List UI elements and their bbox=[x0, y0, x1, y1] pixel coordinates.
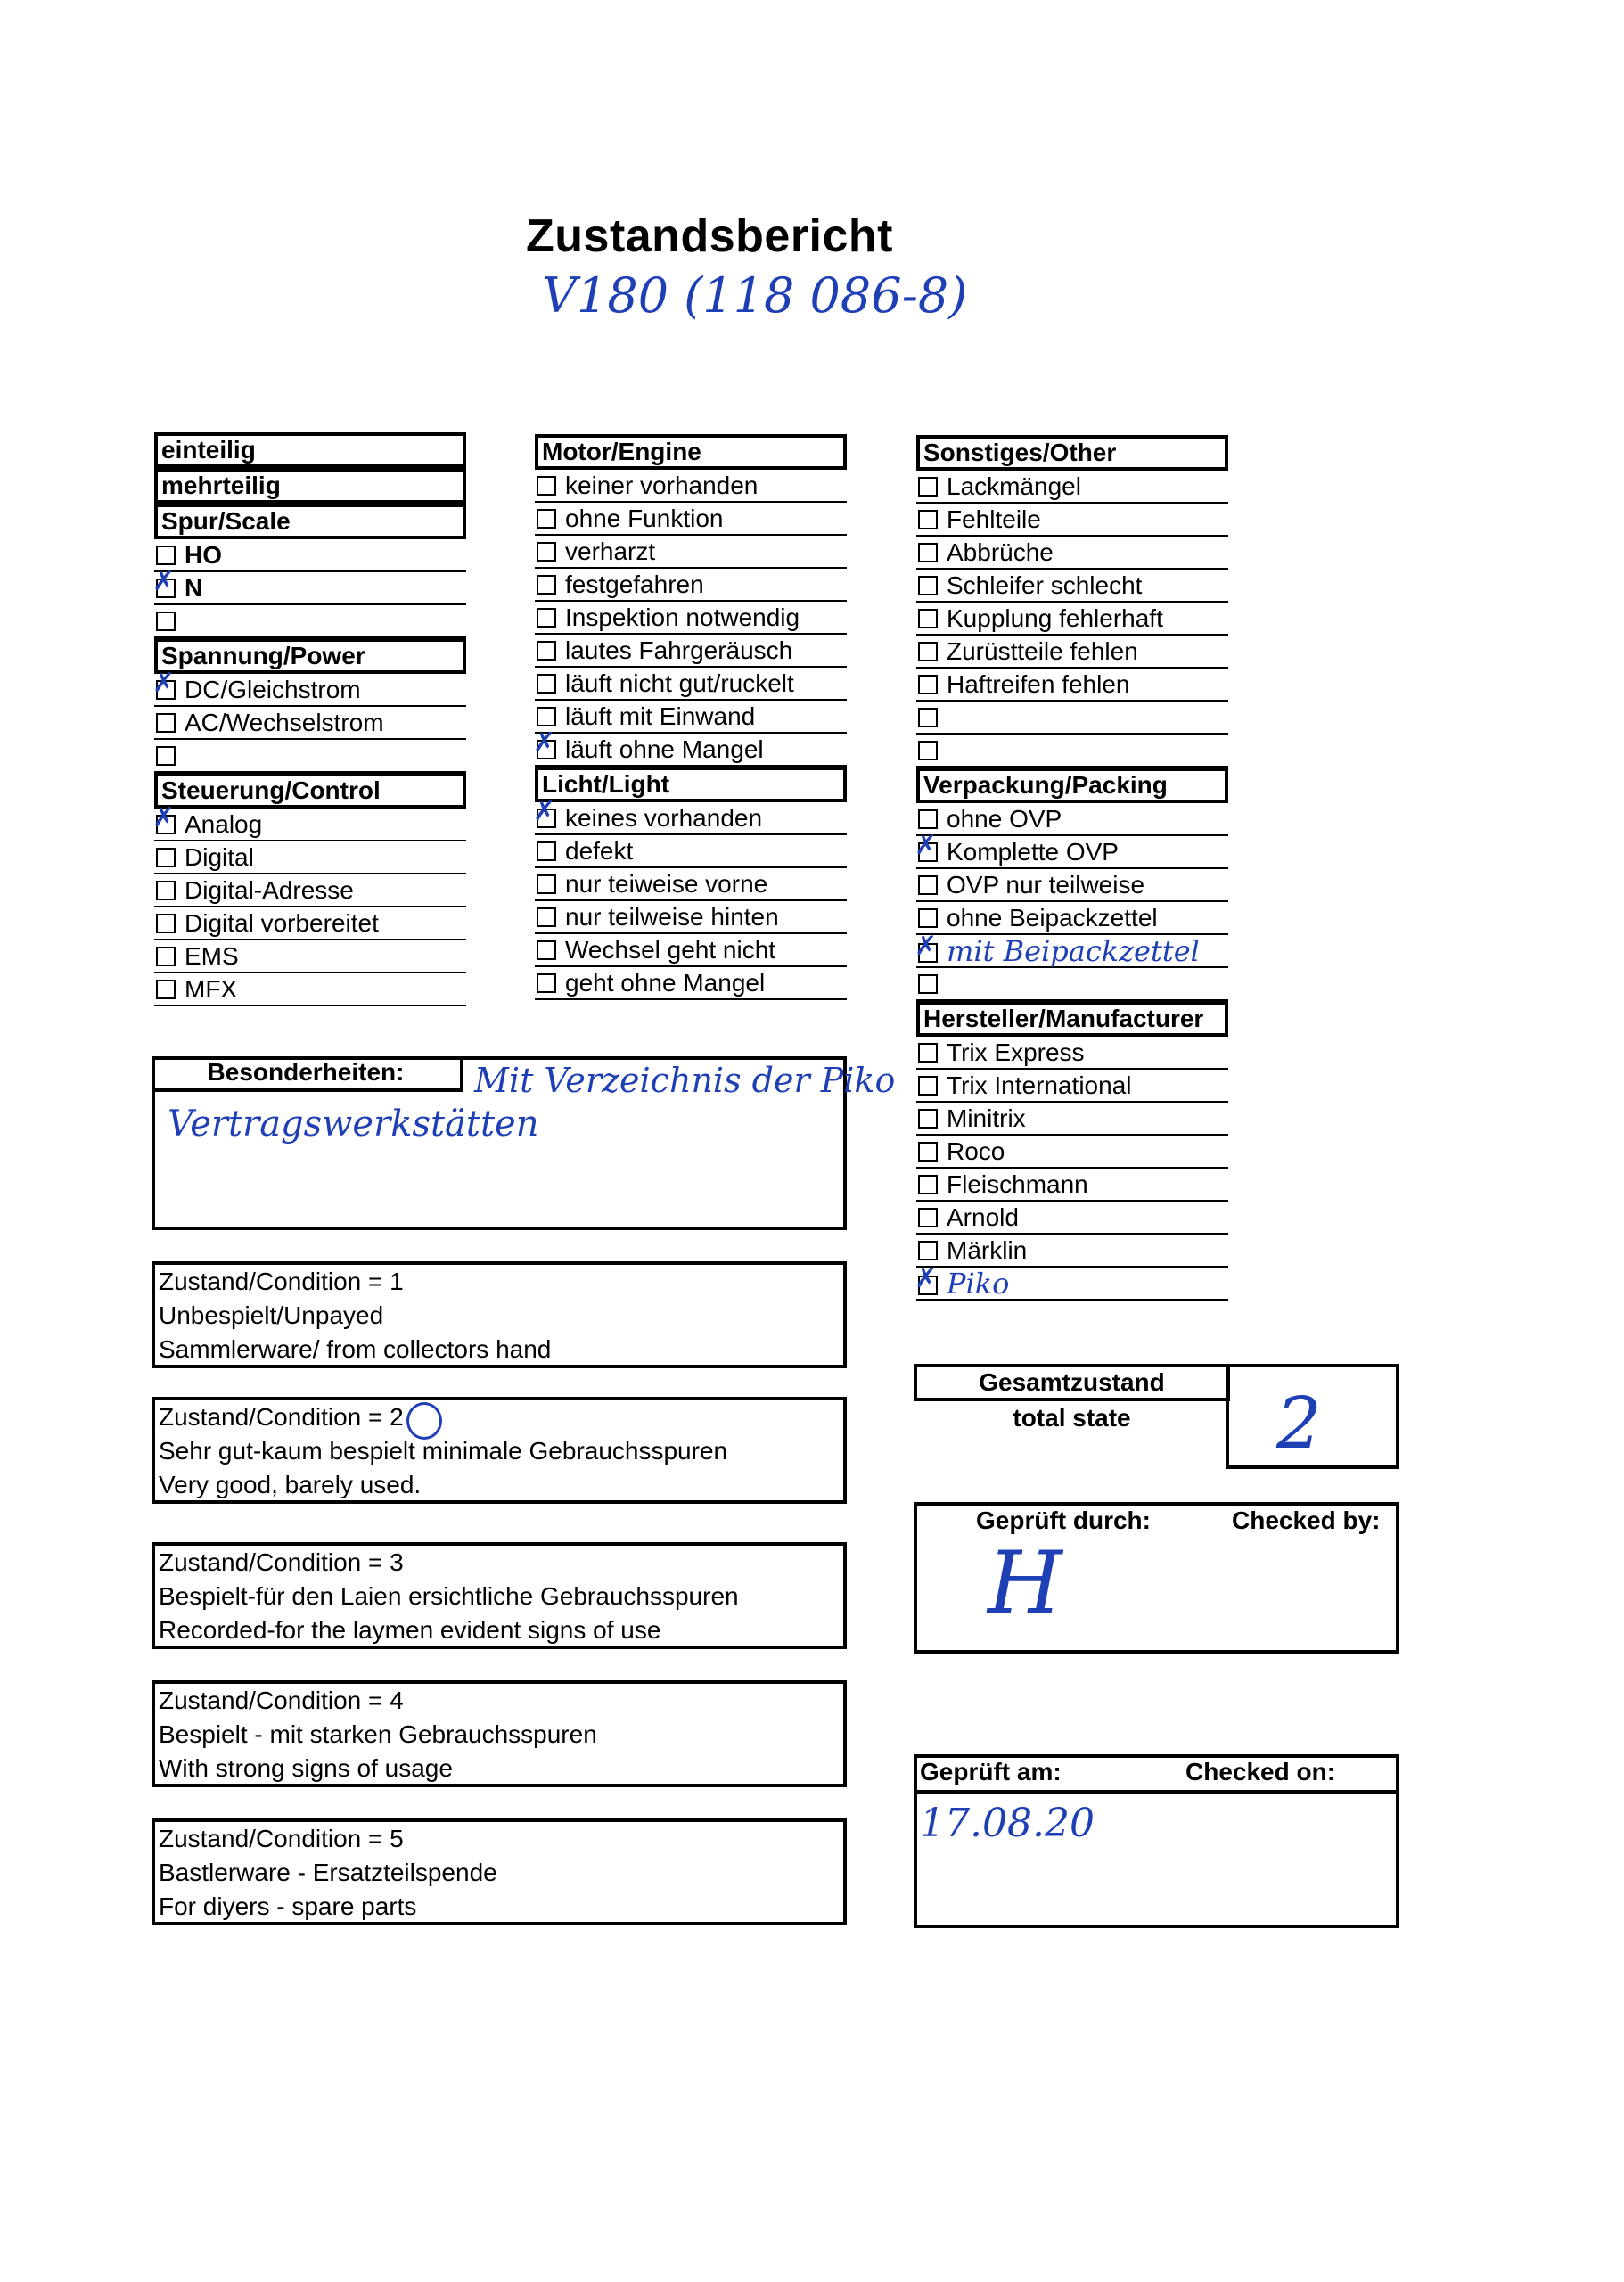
checkbox-icon[interactable] bbox=[156, 612, 176, 631]
condition-4-de: Bespielt - mit starken Gebrauchsspuren bbox=[159, 1720, 597, 1748]
checkbox-checked-icon[interactable] bbox=[156, 579, 176, 598]
checkbox-checked-icon[interactable] bbox=[918, 943, 938, 963]
col2-row bbox=[535, 802, 847, 835]
col1-row-label: AC/Wechselstrom bbox=[185, 709, 384, 736]
col2-row-label: läuft nicht gut/ruckelt bbox=[565, 669, 794, 697]
checkbox-icon[interactable] bbox=[537, 907, 556, 927]
col1-row-label: N bbox=[185, 574, 203, 602]
col3-row bbox=[916, 935, 1228, 968]
model-number-handwritten: V180 (118 086-8) bbox=[542, 267, 968, 324]
col1-row-label: Spannung/Power bbox=[161, 642, 365, 669]
condition-2-en: Very good, barely used. bbox=[159, 1471, 422, 1498]
col1-row-label: mehrteilig bbox=[161, 472, 281, 499]
checkbox-icon[interactable] bbox=[537, 575, 556, 595]
condition-3-box bbox=[152, 1542, 847, 1649]
col1-row-label: Digital vorbereitet bbox=[185, 909, 379, 937]
col1-row-label: Steuerung/Control bbox=[161, 776, 381, 804]
checked-on-label-de: Geprüft am: bbox=[920, 1758, 1062, 1785]
checked-by-label-de: Geprüft durch: bbox=[976, 1506, 1151, 1534]
col1-row-label: Spur/Scale bbox=[161, 507, 291, 535]
col3-row-label: Trix Express bbox=[947, 1038, 1085, 1066]
besonderheiten-note-2: Vertragswerkstätten bbox=[168, 1104, 539, 1145]
col1-row bbox=[154, 572, 466, 605]
condition-3-en: Recorded-for the laymen evident signs of use bbox=[159, 1616, 661, 1644]
checked-by-signature: H bbox=[988, 1533, 1062, 1633]
checkbox-icon[interactable] bbox=[918, 510, 938, 529]
col3-row bbox=[916, 902, 1228, 935]
condition-2-circle-mark bbox=[406, 1402, 442, 1440]
checkbox-icon[interactable] bbox=[537, 509, 556, 529]
col2-row bbox=[535, 701, 847, 734]
col2-row bbox=[535, 835, 847, 868]
col2-row bbox=[535, 868, 847, 901]
checkbox-icon[interactable] bbox=[918, 675, 938, 694]
col2-row-label: festgefahren bbox=[565, 570, 704, 598]
col2-row-label: defekt bbox=[565, 837, 634, 865]
col3-row bbox=[916, 471, 1228, 504]
col3-row bbox=[916, 1001, 1228, 1037]
condition-5-title: Zustand/Condition = 5 bbox=[159, 1825, 404, 1852]
col1-row bbox=[154, 605, 466, 638]
checkbox-checked-icon[interactable] bbox=[918, 842, 938, 862]
col3-row bbox=[916, 1103, 1228, 1136]
col3-row bbox=[916, 636, 1228, 669]
col1-row-label: Digital-Adresse bbox=[185, 876, 354, 904]
condition-5-en: For diyers - spare parts bbox=[159, 1892, 417, 1920]
checkbox-icon[interactable] bbox=[918, 576, 938, 595]
checkbox-icon[interactable] bbox=[918, 642, 938, 661]
checkbox-icon[interactable] bbox=[156, 947, 176, 966]
col3-row-label: Zurüstteile fehlen bbox=[947, 637, 1138, 665]
checkbox-icon[interactable] bbox=[156, 881, 176, 900]
checkbox-icon[interactable] bbox=[918, 543, 938, 562]
checkbox-icon[interactable] bbox=[537, 841, 556, 861]
checkbox-checked-icon[interactable] bbox=[156, 680, 176, 700]
checkbox-icon[interactable] bbox=[537, 674, 556, 694]
col2-row bbox=[535, 434, 847, 470]
condition-4-title: Zustand/Condition = 4 bbox=[159, 1687, 404, 1714]
col2-row bbox=[535, 734, 847, 767]
col3-row-label: Komplette OVP bbox=[947, 838, 1119, 866]
checkbox-icon[interactable] bbox=[918, 741, 938, 760]
col3-row bbox=[916, 1136, 1228, 1169]
checkbox-icon[interactable] bbox=[537, 641, 556, 661]
checkbox-icon[interactable] bbox=[918, 609, 938, 628]
condition-1-de: Unbespielt/Unpayed bbox=[159, 1301, 384, 1329]
col3-row bbox=[916, 1169, 1228, 1202]
checkbox-checked-icon[interactable] bbox=[918, 1276, 938, 1295]
col2-row bbox=[535, 503, 847, 536]
col1-row bbox=[154, 809, 466, 841]
col2-row bbox=[535, 569, 847, 602]
checked-on-label-en: Checked on: bbox=[1185, 1758, 1336, 1785]
condition-5-box bbox=[152, 1818, 847, 1925]
col3-row bbox=[916, 435, 1228, 471]
checkbox-icon[interactable] bbox=[537, 973, 556, 993]
checkbox-icon[interactable] bbox=[918, 1043, 938, 1063]
condition-5-de: Bastlerware - Ersatzteilspende bbox=[159, 1859, 497, 1886]
col2-row bbox=[535, 934, 847, 967]
checkbox-icon[interactable] bbox=[156, 546, 176, 565]
checkbox-icon[interactable] bbox=[537, 476, 556, 496]
col3-row bbox=[916, 1268, 1228, 1301]
col3-row bbox=[916, 1202, 1228, 1235]
col1-row bbox=[154, 841, 466, 874]
checkbox-icon[interactable] bbox=[918, 875, 938, 895]
col1-row bbox=[154, 539, 466, 572]
checkbox-icon[interactable] bbox=[918, 1076, 938, 1096]
checkbox-icon[interactable] bbox=[918, 908, 938, 928]
col3-row-label: Kupplung fehlerhaft bbox=[947, 604, 1163, 632]
col3-row-label: Hersteller/Manufacturer bbox=[923, 1005, 1204, 1032]
condition-3-de: Bespielt-für den Laien ersichtliche Gebrauchsspuren bbox=[159, 1582, 739, 1610]
checkbox-icon[interactable] bbox=[156, 980, 176, 999]
condition-1-en: Sammlerware/ from collectors hand bbox=[159, 1335, 552, 1363]
gesamt-value: 2 bbox=[1276, 1382, 1322, 1465]
col2-row bbox=[535, 767, 847, 802]
checkbox-icon[interactable] bbox=[918, 1109, 938, 1129]
checkbox-icon[interactable] bbox=[537, 542, 556, 562]
col2-row-label: läuft ohne Mangel bbox=[565, 735, 764, 763]
col1-row-label: HO bbox=[185, 541, 222, 569]
condition-4-box bbox=[152, 1680, 847, 1787]
col3-row-label: Trix International bbox=[947, 1071, 1132, 1099]
checkbox-icon[interactable] bbox=[537, 608, 556, 628]
col3-row-label: OVP nur teilweise bbox=[947, 871, 1145, 899]
col3-row bbox=[916, 1235, 1228, 1268]
col1-row bbox=[154, 638, 466, 674]
checkbox-icon[interactable] bbox=[918, 708, 938, 727]
col3-row bbox=[916, 603, 1228, 636]
col3-row-label: Roco bbox=[947, 1137, 1005, 1165]
besonderheiten-note-1: Mit Verzeichnis der Piko bbox=[474, 1061, 896, 1100]
besonderheiten-label: Besonderheiten: bbox=[152, 1056, 463, 1092]
col1-row bbox=[154, 674, 466, 707]
column-other-packing-manufacturer bbox=[916, 435, 1228, 1301]
col3-row bbox=[916, 669, 1228, 702]
col1-row-label: MFX bbox=[185, 975, 238, 1003]
checkbox-icon[interactable] bbox=[918, 1208, 938, 1227]
checkbox-icon[interactable] bbox=[537, 874, 556, 894]
gesamt-label-box: Gesamtzustand bbox=[914, 1364, 1230, 1401]
col3-row-label: Piko bbox=[947, 1267, 1010, 1301]
col1-row bbox=[154, 940, 466, 973]
col3-row-label: Fehlteile bbox=[947, 505, 1041, 533]
col1-row-label: DC/Gleichstrom bbox=[185, 676, 361, 703]
col1-row bbox=[154, 707, 466, 740]
condition-1-box bbox=[152, 1261, 847, 1368]
checkbox-checked-icon[interactable] bbox=[537, 740, 556, 759]
col3-row bbox=[916, 968, 1228, 1001]
checkbox-icon[interactable] bbox=[918, 809, 938, 829]
checkbox-icon[interactable] bbox=[156, 746, 176, 766]
col3-row bbox=[916, 803, 1228, 836]
col1-row bbox=[154, 432, 466, 468]
col3-row bbox=[916, 570, 1228, 603]
col3-row bbox=[916, 1070, 1228, 1103]
col3-row-label: Minitrix bbox=[947, 1104, 1026, 1132]
checked-by-label-en: Checked by: bbox=[1232, 1506, 1381, 1534]
col1-row bbox=[154, 907, 466, 940]
col3-row bbox=[916, 1037, 1228, 1070]
col3-row-label: Märklin bbox=[947, 1236, 1028, 1264]
col3-row-label: Schleifer schlecht bbox=[947, 571, 1143, 599]
col2-row-label: Motor/Engine bbox=[542, 438, 701, 465]
col3-row bbox=[916, 504, 1228, 537]
checkbox-icon[interactable] bbox=[537, 707, 556, 726]
col3-row-label: Lackmängel bbox=[947, 472, 1081, 500]
gesamt-label-en: total state bbox=[1013, 1404, 1131, 1432]
col2-row-label: Wechsel geht nicht bbox=[565, 936, 776, 964]
col3-row bbox=[916, 702, 1228, 735]
column-motor-light bbox=[535, 434, 847, 1000]
col2-row-label: lautes Fahrgeräusch bbox=[565, 636, 793, 664]
col2-row-label: Inspektion notwendig bbox=[565, 603, 800, 631]
page-title: Zustandsbericht bbox=[526, 210, 893, 262]
col3-row-label: Abbrüche bbox=[947, 538, 1054, 566]
col3-row-label: Haftreifen fehlen bbox=[947, 670, 1130, 698]
col1-row bbox=[154, 773, 466, 809]
col1-row-label: Analog bbox=[185, 810, 263, 838]
col2-row bbox=[535, 635, 847, 668]
col1-row-label: Digital bbox=[185, 843, 254, 871]
col2-row-label: keiner vorhanden bbox=[565, 472, 759, 499]
col3-row-label: Verpackung/Packing bbox=[923, 771, 1168, 799]
condition-2-title: Zustand/Condition = 2 bbox=[159, 1400, 843, 1434]
condition-2-box bbox=[152, 1397, 847, 1504]
col2-row bbox=[535, 668, 847, 701]
col2-row bbox=[535, 470, 847, 503]
checkbox-icon[interactable] bbox=[918, 974, 938, 994]
col2-row-label: läuft mit Einwand bbox=[565, 702, 756, 730]
col2-row-label: keines vorhanden bbox=[565, 804, 763, 832]
checkbox-icon[interactable] bbox=[156, 713, 176, 733]
col2-row bbox=[535, 536, 847, 569]
col1-row bbox=[154, 504, 466, 539]
col3-row bbox=[916, 869, 1228, 902]
col1-row bbox=[154, 973, 466, 1006]
column-general bbox=[154, 432, 466, 1006]
checkbox-icon[interactable] bbox=[918, 1142, 938, 1162]
col3-row-label: Arnold bbox=[947, 1203, 1019, 1231]
checkbox-icon[interactable] bbox=[918, 1175, 938, 1194]
col2-row-label: ohne Funktion bbox=[565, 505, 724, 532]
col2-row-label: nur teiweise vorne bbox=[565, 870, 768, 898]
col3-row bbox=[916, 735, 1228, 768]
col1-row bbox=[154, 874, 466, 907]
checkbox-checked-icon[interactable] bbox=[537, 809, 556, 828]
col3-row-label: Fleischmann bbox=[947, 1170, 1088, 1198]
checkbox-checked-icon[interactable] bbox=[156, 815, 176, 834]
col3-row bbox=[916, 768, 1228, 803]
checkbox-icon[interactable] bbox=[918, 1241, 938, 1260]
col3-row-label: Sonstiges/Other bbox=[923, 439, 1117, 466]
col1-row bbox=[154, 468, 466, 504]
condition-2-de: Sehr gut-kaum bespielt minimale Gebrauchsspuren bbox=[159, 1437, 728, 1465]
condition-4-en: With strong signs of usage bbox=[159, 1754, 453, 1782]
col3-row-label: ohne OVP bbox=[947, 805, 1062, 833]
col2-row bbox=[535, 901, 847, 934]
col3-row-label: mit Beipackzettel bbox=[947, 934, 1200, 968]
checked-on-date: 17.08.20 bbox=[920, 1801, 1095, 1846]
checked-on-header-line bbox=[914, 1790, 1399, 1794]
col1-row bbox=[154, 740, 466, 773]
condition-1-title: Zustand/Condition = 1 bbox=[159, 1268, 404, 1295]
col2-row-label: nur teilweise hinten bbox=[565, 903, 779, 931]
col2-row-label: verharzt bbox=[565, 538, 656, 565]
col2-row-label: Licht/Light bbox=[542, 770, 670, 798]
checkbox-icon[interactable] bbox=[156, 914, 176, 933]
col2-row-label: geht ohne Mangel bbox=[565, 969, 766, 997]
col3-row bbox=[916, 537, 1228, 570]
checkbox-icon[interactable] bbox=[537, 940, 556, 960]
checkbox-icon[interactable] bbox=[918, 477, 938, 497]
col1-row-label: einteilig bbox=[161, 436, 256, 464]
col3-row bbox=[916, 836, 1228, 869]
checkbox-icon[interactable] bbox=[156, 848, 176, 867]
col2-row bbox=[535, 967, 847, 1000]
col2-row bbox=[535, 602, 847, 635]
col1-row-label: EMS bbox=[185, 942, 239, 970]
condition-3-title: Zustand/Condition = 3 bbox=[159, 1548, 404, 1576]
col3-row-label: ohne Beipackzettel bbox=[947, 904, 1158, 932]
